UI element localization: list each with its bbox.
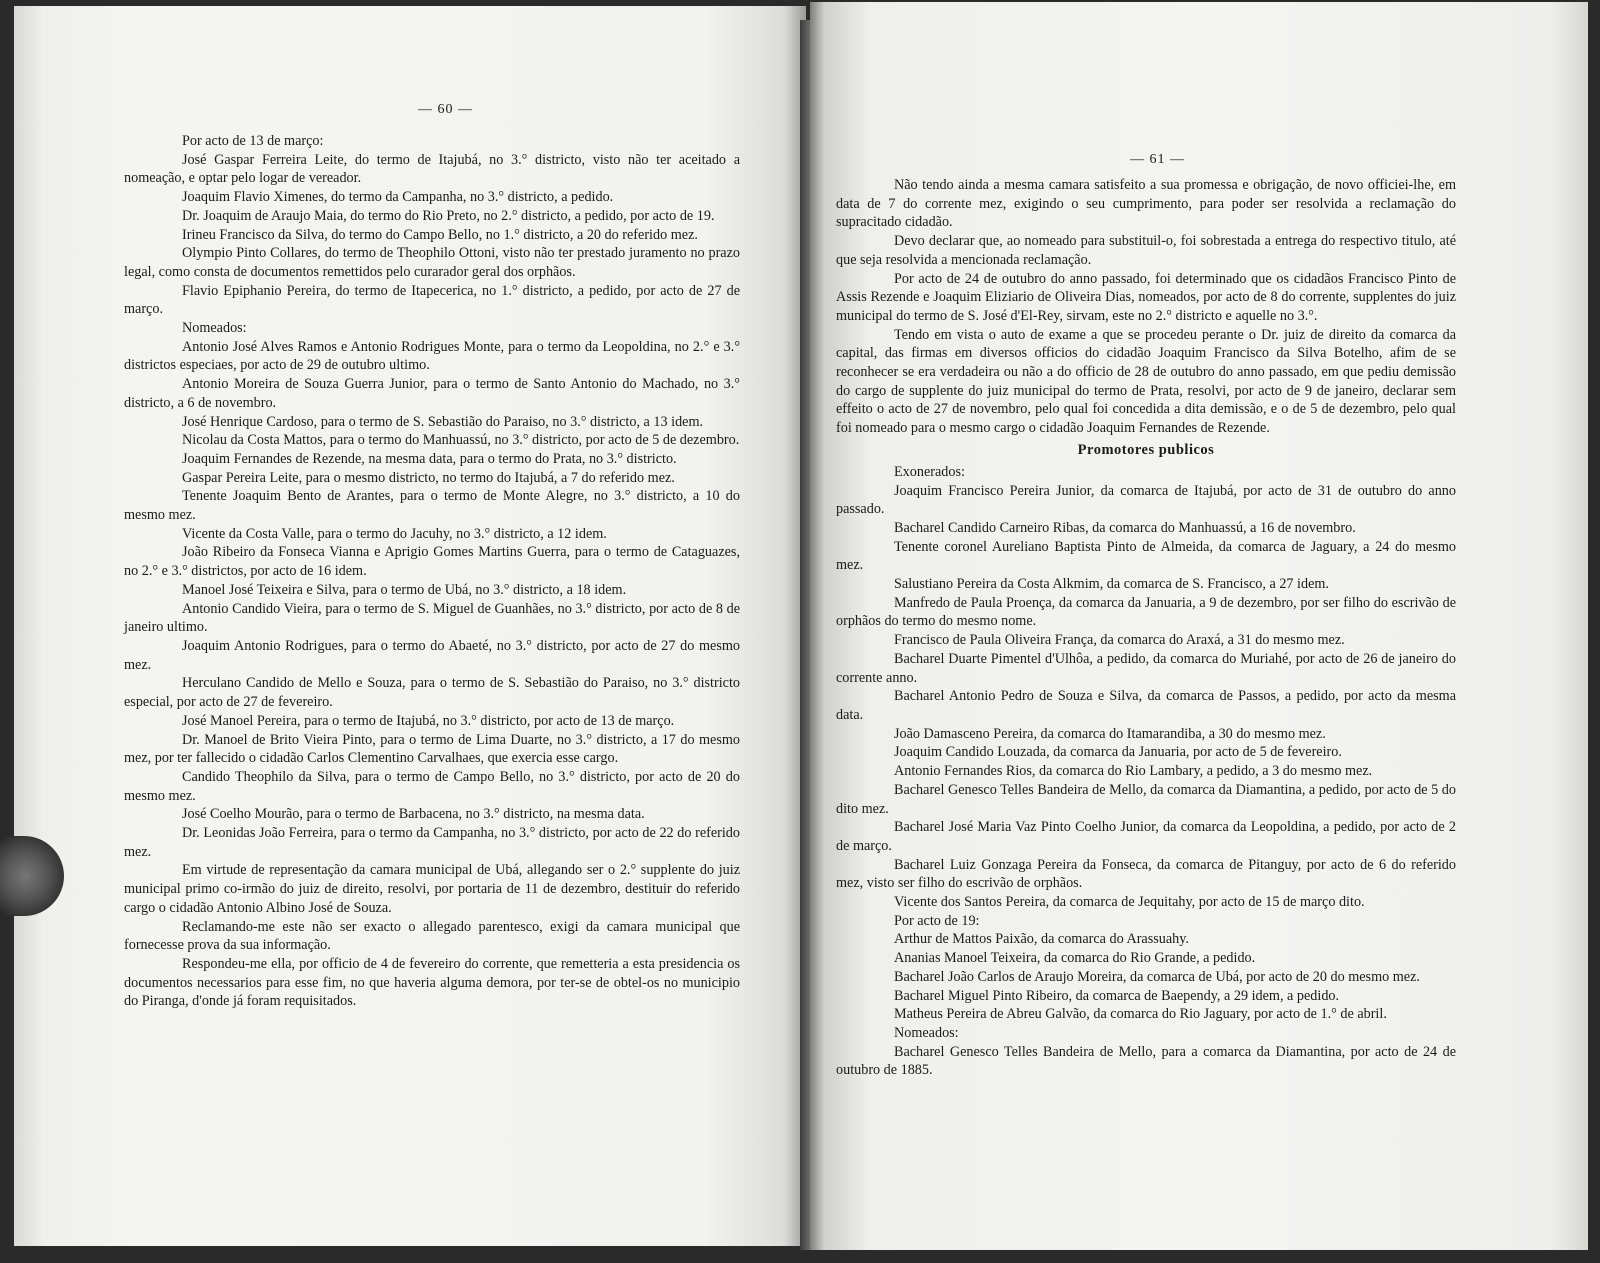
paragraph: Bacharel Duarte Pimentel d'Ulhôa, a pedido, da comarca do Muriahé, por acto de 26 de janeiro do corrente anno.: [836, 650, 1456, 686]
paragraph: Por acto de 13 de março:: [182, 133, 324, 149]
paragraph: Nomeados:: [182, 320, 247, 337]
paragraph: Antonio Candido Vieira, para o termo de S. Miguel de Guanhães, no 3.° districto, por acto de 8 de janeiro ultimo.: [124, 600, 740, 636]
paragraph: Salustiano Pereira da Costa Alkmim, da comarca de S. Francisco, a 27 idem.: [894, 576, 1329, 593]
paragraph: José Gaspar Ferreira Leite, do termo de Itajubá, no 3.° districto, visto não ter aceitado a nomeação, e optar pelo logar de vereador.: [124, 151, 740, 187]
paragraph: Joaquim Francisco Pereira Junior, da comarca de Itajubá, por acto de 31 de outubro do anno passado.: [836, 482, 1456, 518]
paragraph: Tendo em vista o auto de exame a que se procedeu perante o Dr. juiz de direito da comarca da capital, das firmas em diversos officios do cidadão Joaquim Francisco da Silva Botelho, afim de se reconhecer se era verdadeira ou não a do officio de 28 de outubro do anno passado, em que pediu demissão do cargo de supplente do juiz municipal do termo de Prata, resolvi, por acto de 9 de janeiro, declarar sem effeito o acto de 27 de novembro, pelo qual foi concedida a dita demissão, e o de 5 de dezembro, pelo qual foi nomeado para o mesmo cargo o cidadão Joaquim Fernandes de Rezende.: [836, 326, 1456, 437]
paragraph: Exonerados:: [894, 463, 965, 480]
paragraph: Nicolau da Costa Mattos, para o termo do Manhuassú, no 3.° districto, por acto de 5 de dezembro.: [182, 432, 740, 449]
paragraph: João Damasceno Pereira, da comarca do Itamarandiba, a 30 do mesmo mez.: [894, 725, 1326, 742]
paragraph: Bacharel José Maria Vaz Pinto Coelho Junior, da comarca da Leopoldina, a pedido, por acto de 2 de março.: [836, 819, 1456, 854]
paragraph: Francisco de Paula Oliveira França, da comarca do Araxá, a 31 do mesmo mez.: [894, 632, 1345, 649]
page-number-right: — 61 —: [1130, 152, 1185, 167]
paragraph: Reclamando-me este não ser exacto o allegado parentesco, exigi da camara municipal que fornecesse prova da sua informação.: [124, 918, 740, 954]
right-page-text: [836, 176, 1456, 1080]
paragraph: Matheus Pereira de Abreu Galvão, da comarca do Rio Jaguary, por acto de 1.° de abril.: [894, 1006, 1387, 1023]
paragraph: Bacharel Genesco Telles Bandeira de Mello, para a comarca da Diamantina, por acto de 24 de outubro de 1885.: [836, 1043, 1456, 1079]
paragraph: José Henrique Cardoso, para o termo de S. Sebastião do Paraiso, no 3.° districto, a 13 idem.: [182, 413, 704, 430]
paragraph: Nomeados:: [894, 1024, 959, 1041]
paragraph: Gaspar Pereira Leite, para o mesmo districto, no termo do Itajubá, a 7 do referido mez.: [182, 469, 675, 486]
paragraph: Irineu Francisco da Silva, do termo do Campo Bello, no 1.° districto, a 20 do referido mez.: [182, 226, 698, 243]
left-page-text: [124, 132, 740, 1011]
paragraph: Joaquim Candido Louzada, da comarca da Januaria, por acto de 5 de fevereiro.: [894, 744, 1342, 761]
paragraph: Antonio Fernandes Rios, da comarca do Rio Lambary, a pedido, a 3 do mesmo mez.: [894, 763, 1373, 780]
section-title: Promotores publicos: [1077, 441, 1215, 458]
paragraph: Flavio Epiphanio Pereira, do termo de Itapecerica, no 1.° districto, a pedido, por acto de 27 de março.: [124, 282, 740, 318]
paragraph: Joaquim Fernandes de Rezende, na mesma data, para o termo do Prata, no 3.° districto.: [182, 450, 677, 467]
paragraph: Bacharel Antonio Pedro de Souza e Silva, da comarca de Passos, a pedido, por acto da mesma data.: [836, 688, 1456, 723]
paragraph: Joaquim Flavio Ximenes, do termo da Campanha, no 3.° districto, a pedido.: [182, 189, 614, 206]
paragraph: Devo declarar que, ao nomeado para substituil-o, foi sobrestada a entrega do respectivo titulo, até que seja resolvida a mencionada reclamação.: [836, 233, 1456, 268]
paragraph: Respondeu-me ella, por officio de 4 de fevereiro do corrente, que remetteria a esta presidencia os documentos necessarios para esse fim, no que haveria alguma demora, por ter-se de obtel-os no municipio do Piranga, d'onde já foram requisitados.: [124, 955, 740, 1010]
paragraph: Arthur de Mattos Paixão, da comarca do Arassuahy.: [894, 931, 1189, 948]
left-page: [14, 6, 806, 1246]
paragraph: Olympio Pinto Collares, do termo de Theophilo Ottoni, visto não ter prestado juramento no prazo legal, como consta de documentos remettidos pelo curarador geral dos orphãos.: [124, 245, 740, 280]
paragraph: Bacharel João Carlos de Araujo Moreira, da comarca de Ubá, por acto de 20 do mesmo mez.: [894, 968, 1420, 985]
paragraph: Bacharel Candido Carneiro Ribas, da comarca do Manhuassú, a 16 de novembro.: [894, 519, 1356, 536]
paragraph: Por acto de 24 de outubro do anno passado, foi determinado que os cidadãos Francisco Pinto de Assis Rezende e Joaquim Eliziario de Oliveira Dias, nomeados, por acto de 8 do corrente, supplentes do juiz municipal do termo de S. José d'El-Rey, sirvam, este no 2.° districto e aquelle no 3.°.: [836, 270, 1456, 324]
paragraph: Manoel José Teixeira e Silva, para o termo de Ubá, no 3.° districto, a 18 idem.: [182, 581, 627, 598]
page-number-left: — 60 —: [418, 102, 473, 117]
paragraph: Antonio José Alves Ramos e Antonio Rodrigues Monte, para o termo da Leopoldina, no 2.° e 3.° districtos especiaes, por acto de 29 de outubro ultimo.: [124, 338, 740, 374]
paragraph: Bacharel Genesco Telles Bandeira de Mello, da comarca da Diamantina, a pedido, por acto de 5 do dito mez.: [836, 781, 1456, 817]
paragraph: Por acto de 19:: [894, 912, 980, 929]
paragraph: Herculano Candido de Mello e Souza, para o termo de S. Sebastião do Paraiso, no 3.° districto especial, por acto de 27 de fevereiro.: [124, 675, 740, 711]
paragraph: Bacharel Miguel Pinto Ribeiro, da comarca de Baependy, a 29 idem, a pedido.: [894, 987, 1340, 1004]
paragraph: Em virtude de representação da camara municipal de Ubá, allegando ser o 2.° supplente do juiz municipal primo co-irmão do juiz de direito, resolvi, por portaria de 11 de dezembro, destituir do referido cargo o cidadão Antonio Albino José de Souza.: [124, 862, 740, 916]
paragraph: Ananias Manoel Teixeira, da comarca do Rio Grande, a pedido.: [894, 950, 1256, 967]
paragraph: Joaquim Antonio Rodrigues, para o termo do Abaeté, no 3.° districto, por acto de 27 do mesmo mez.: [124, 637, 740, 673]
paragraph: José Manoel Pereira, para o termo de Itajubá, no 3.° districto, por acto de 13 de março.: [182, 712, 675, 729]
paragraph: Manfredo de Paula Proença, da comarca da Januaria, a 9 de dezembro, por ser filho do escrivão de orphãos do termo do mesmo nome.: [836, 594, 1456, 630]
paragraph: Tenente coronel Aureliano Baptista Pinto de Almeida, da comarca de Jaguary, a 24 do mesmo mez.: [836, 538, 1456, 574]
paragraph: Bacharel Luiz Gonzaga Pereira da Fonseca, da comarca de Pitanguy, por acto de 6 do referido mez, visto ser filho do escrivão de orphãos.: [836, 856, 1456, 892]
paragraph: Candido Theophilo da Silva, para o termo de Campo Bello, no 3.° districto, por acto de 20 do mesmo mez.: [124, 768, 740, 804]
paragraph: Vicente dos Santos Pereira, da comarca de Jequitahy, por acto de 15 de março dito.: [894, 894, 1365, 911]
right-page: [810, 2, 1588, 1250]
paragraph: Tenente Joaquim Bento de Arantes, para o termo de Monte Alegre, no 3.° districto, a 10 do mesmo mez.: [124, 488, 740, 524]
paragraph: João Ribeiro da Fonseca Vianna e Aprigio Gomes Martins Guerra, para o termo de Cataguazes, no 2.° e 3.° districtos, por acto de 16 idem.: [124, 544, 740, 580]
paragraph: Dr. Leonidas João Ferreira, para o termo da Campanha, no 3.° districto, por acto de 22 do referido mez.: [124, 825, 740, 860]
paragraph: Dr. Joaquim de Araujo Maia, do termo do Rio Preto, no 2.° districto, a pedido, por acto de 19.: [182, 207, 715, 224]
paragraph: Não tendo ainda a mesma camara satisfeito a sua promessa e obrigação, de novo officiei-lhe, em data de 7 do corrente mez, exigindo o seu cumprimento, para poder ser resolvida a reclamação do supracitado cidadão.: [836, 177, 1456, 231]
paragraph: Dr. Manoel de Brito Vieira Pinto, para o termo de Lima Duarte, no 3.° districto, a 17 do mesmo mez, por ter fallecido o cidadão Carlos Clementino Carvalhaes, que exercia esse cargo.: [124, 731, 740, 767]
paragraph: Antonio Moreira de Souza Guerra Junior, para o termo de Santo Antonio do Machado, no 3.° districto, a 6 de novembro.: [124, 376, 740, 411]
paragraph: Vicente da Costa Valle, para o termo do Jacuhy, no 3.° districto, a 12 idem.: [182, 525, 607, 542]
paragraph: José Coelho Mourão, para o termo de Barbacena, no 3.° districto, na mesma data.: [182, 806, 645, 823]
